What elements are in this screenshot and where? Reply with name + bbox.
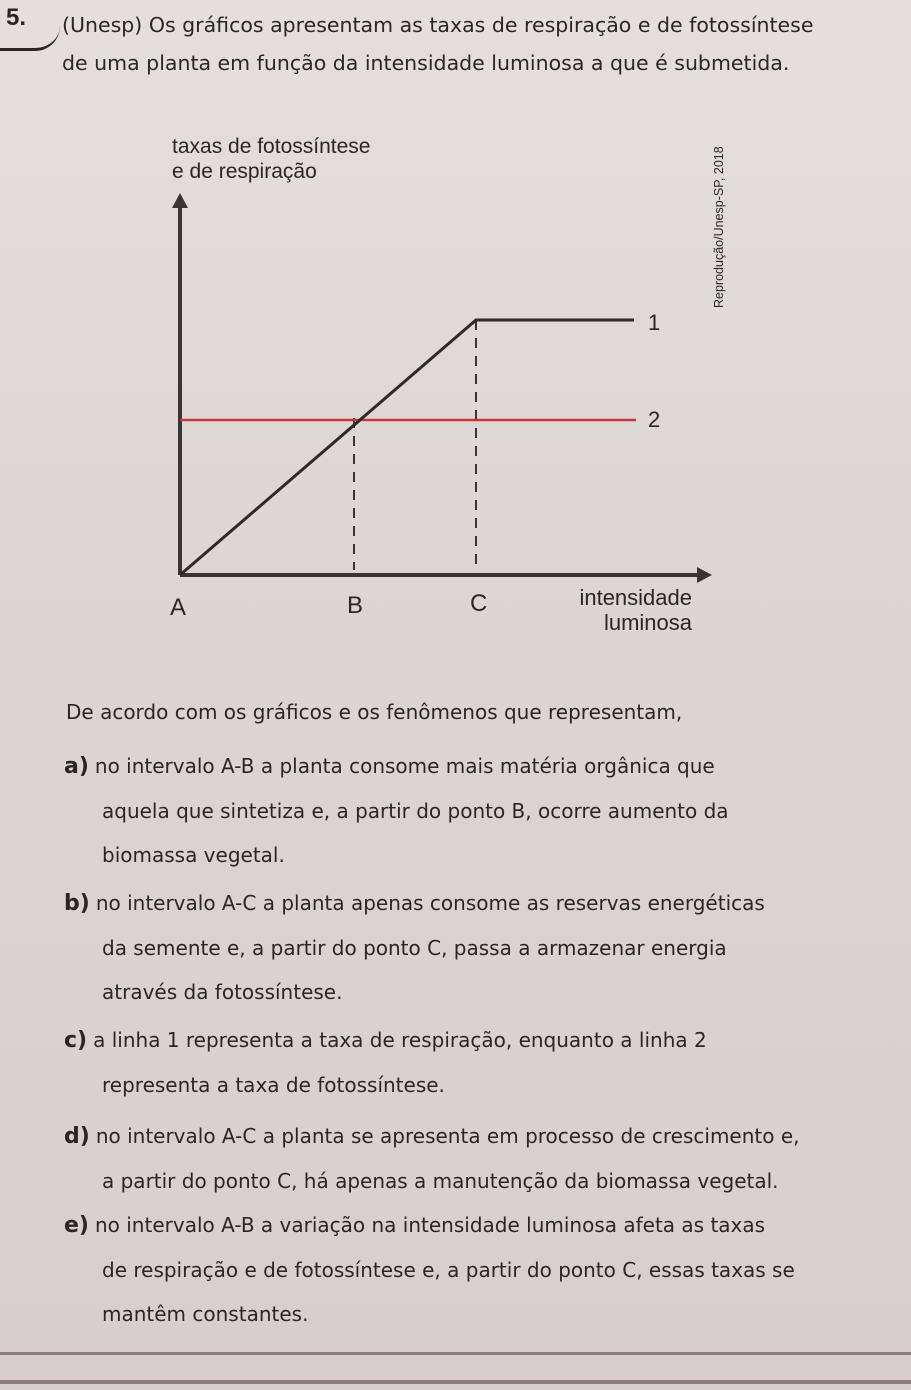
x-axis-title-line-2: luminosa (603, 610, 692, 635)
image-credit-text: Reprodução/Unesp-SP, 2018 (712, 146, 726, 308)
answer-option-d[interactable] (64, 1114, 894, 1203)
y-axis-title-line-1: taxas de fotossíntese (172, 135, 371, 158)
option-text-line: aquela que sintetiza e, a partir do ponto B, ocorre aumento da (102, 799, 729, 823)
series-label-1: 1 (648, 310, 661, 335)
option-text-line: no intervalo A-B a planta consome mais matéria orgânica que (94, 754, 715, 778)
option-text-line: da semente e, a partir do ponto C, passa a armazenar energia (102, 936, 727, 960)
question-prompt: De acordo com os gráficos e os fenômenos que representam, (66, 700, 683, 724)
series-label-2: 2 (648, 407, 661, 432)
x-axis-title-line-1: intensidade (579, 585, 692, 610)
option-letter: b) (64, 891, 90, 916)
option-text-line: representa a taxa de fotossíntese. (102, 1073, 445, 1097)
option-text-line: através da fotossíntese. (102, 980, 343, 1004)
series-line-1 (180, 320, 634, 575)
answer-option-e[interactable] (64, 1203, 894, 1336)
x-axis-arrowhead (697, 567, 712, 583)
option-letter: d) (64, 1124, 90, 1149)
option-text-line: a partir do ponto C, há apenas a manutenção da biomassa vegetal. (102, 1169, 779, 1193)
rates-chart (0, 0, 911, 680)
option-letter: c) (64, 1028, 88, 1053)
x-tick-label-b: B (347, 592, 364, 619)
option-text-line: mantêm constantes. (102, 1302, 309, 1326)
answer-option-a[interactable] (64, 744, 894, 877)
answer-option-b[interactable] (64, 881, 894, 1014)
x-tick-label-c: C (470, 590, 488, 617)
x-tick-label-a: A (170, 594, 187, 621)
question-stem-line: de uma planta em função da intensidade luminosa a que é submetida. (62, 51, 790, 75)
question-number: 5. (6, 4, 27, 31)
section-divider (0, 1352, 911, 1355)
option-text-line: biomassa vegetal. (102, 843, 285, 867)
y-axis-arrowhead (172, 193, 188, 208)
question-stem-line: (Unesp) Os gráficos apresentam as taxas de respiração e de fotossíntese (62, 13, 814, 37)
option-letter: e) (64, 1213, 89, 1238)
answer-option-c[interactable] (64, 1018, 894, 1107)
y-axis-title-line-2: e de respiração (172, 160, 317, 183)
option-text-line: no intervalo A-C a planta apenas consome as reservas energéticas (95, 891, 765, 915)
option-text-line: no intervalo A-C a planta se apresenta em processo de crescimento e, (95, 1124, 800, 1148)
option-text-line: a linha 1 representa a taxa de respiração, enquanto a linha 2 (93, 1028, 707, 1052)
section-divider (0, 1380, 911, 1384)
option-text-line: de respiração e de fotossíntese e, a partir do ponto C, essas taxas se (102, 1258, 795, 1282)
option-letter: a) (64, 754, 89, 779)
option-text-line: no intervalo A-B a variação na intensidade luminosa afeta as taxas (94, 1213, 766, 1237)
